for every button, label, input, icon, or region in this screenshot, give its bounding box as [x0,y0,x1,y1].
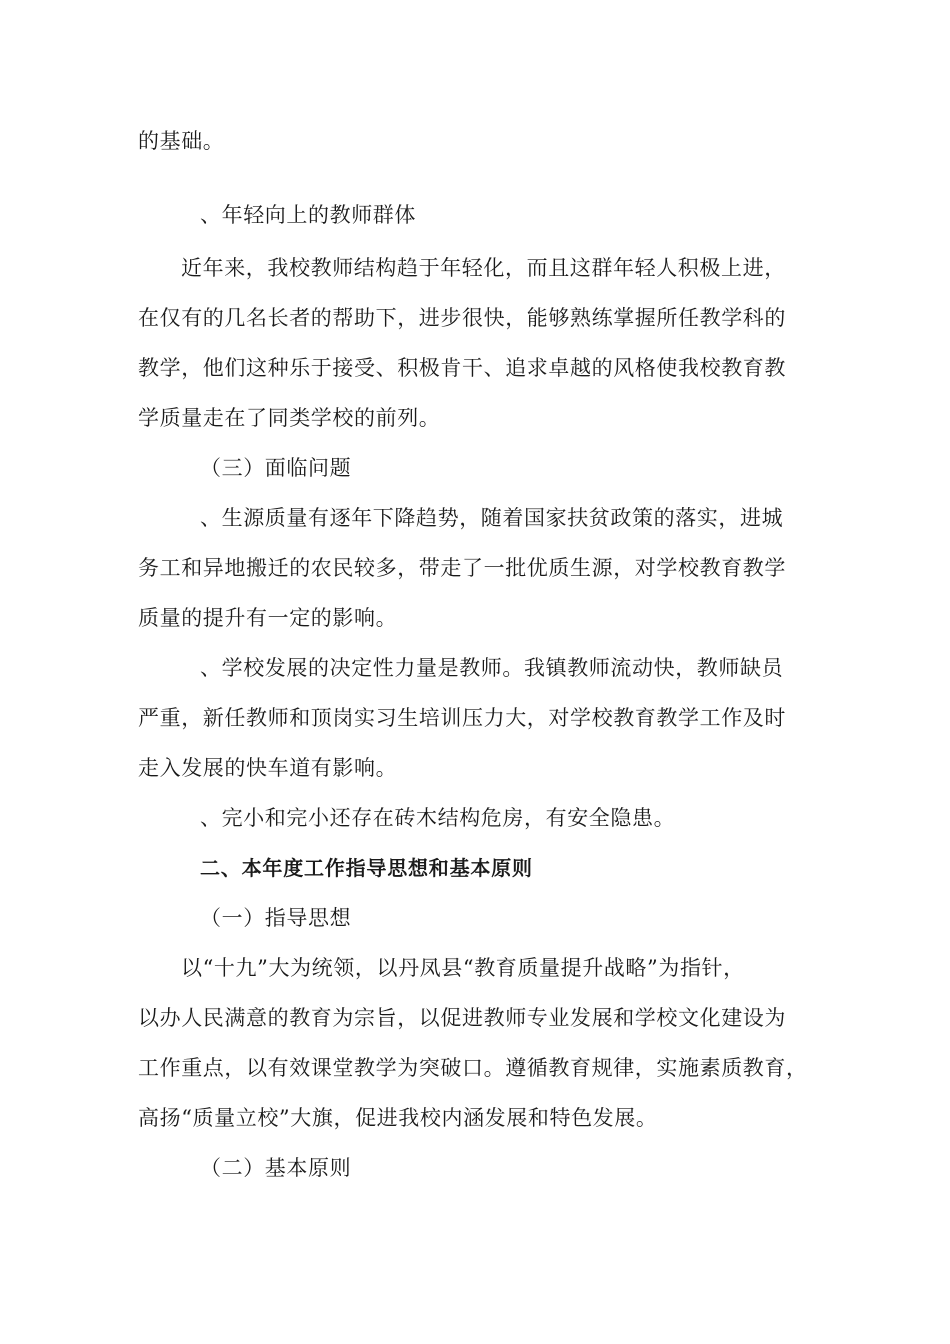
paragraph-line: 学质量走在了同类学校的前列。 [138,406,441,430]
paragraph-line: 以“十九”大为统领，以丹凤县“教育质量提升战略”为指针， [181,956,745,980]
paragraph-line: 以办人民满意的教育为宗旨，以促进教师专业发展和学校文化建设为 [138,1006,786,1030]
paragraph-line: 、完小和完小还存在砖木结构危房，有安全隐患。 [200,806,676,830]
paragraph-line: 严重，新任教师和顶岗实习生培训压力大，对学校教育教学工作及时 [138,706,786,730]
paragraph-line: 在仅有的几名长者的帮助下，进步很快，能够熟练掌握所任教学科的 [138,306,786,330]
subheading-basic-principles: （二）基本原则 [200,1156,352,1180]
subheading-guiding-ideology: （一）指导思想 [200,906,352,930]
subheading-problems: （三）面临问题 [200,456,352,480]
subheading-young-teachers: 、年轻向上的教师群体 [200,203,416,227]
paragraph-line: 、生源质量有逐年下降趋势，随着国家扶贫政策的落实，进城 [200,506,784,530]
paragraph-line: 务工和异地搬迁的农民较多，带走了一批优质生源，对学校教育教学 [138,556,786,580]
paragraph-line: 走入发展的快车道有影响。 [138,756,398,780]
paragraph-line: 高扬“质量立校”大旗，促进我校内涵发展和特色发展。 [138,1106,658,1130]
paragraph-line: 质量的提升有一定的影响。 [138,606,398,630]
paragraph-line: 近年来，我校教师结构趋于年轻化，而且这群年轻人积极上进， [181,256,786,280]
paragraph-line: 教学，他们这种乐于接受、积极肯干、追求卓越的风格使我校教育教 [138,356,786,380]
paragraph-line: 工作重点，以有效课堂教学为突破口。遵循教育规律，实施素质教育， [138,1056,808,1080]
paragraph-line: 、学校发展的决定性力量是教师。我镇教师流动快，教师缺员 [200,656,784,680]
section-heading: 二、本年度工作指导思想和基本原则 [200,856,533,880]
paragraph-end-line: 的基础。 [138,129,225,153]
